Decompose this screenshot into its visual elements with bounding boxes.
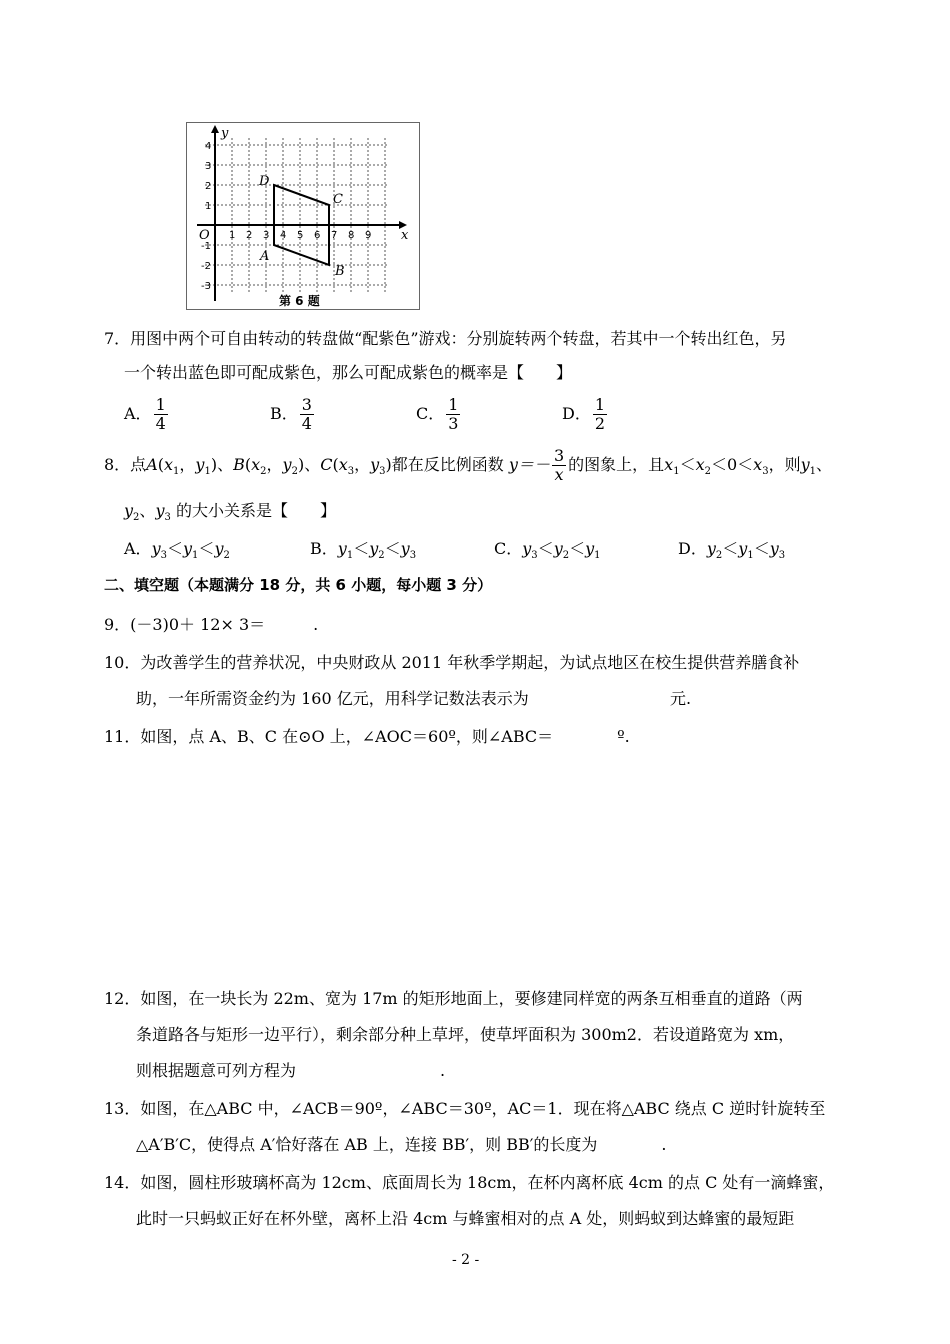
y-tick: 3	[205, 161, 212, 172]
figure-caption: 第 6 题	[279, 294, 320, 308]
x-tick: 3	[263, 230, 270, 241]
q7-option-d: D． $\frac{1}{2}$	[562, 395, 606, 433]
q8-option-b: B．$y_1<y_2<y_3$	[310, 539, 417, 562]
coordinate-grid-figure	[187, 123, 419, 309]
q9: 9．(－3)0＋ 12× 3＝ .	[104, 615, 319, 634]
point-d-label: D	[259, 174, 270, 189]
q14-line1: 14．如图，圆柱形玻璃杯高为 12cm、底面周长为 18cm，在杯内离杯底 4cm 的点 C 处有一滴蜂蜜，	[104, 1173, 835, 1192]
x-tick: 6	[314, 230, 321, 241]
y-tick: 4	[205, 141, 212, 152]
q13-line1: 13．如图，在△ABC 中，∠ACB＝90º，∠ABC＝30º，AC＝1．现在将△ABC 绕点 C 逆时针旋转至	[104, 1099, 826, 1118]
point-c-label: C	[333, 192, 343, 207]
q10-line2-end: 元.	[670, 689, 692, 708]
q11: 11．如图，点 A、B、C 在⊙O 上，∠AOC＝60º，则∠ABC＝ º.	[104, 727, 630, 746]
point-a-label: A	[260, 249, 270, 264]
q7-line1: 7．用图中两个可自由转动的转盘做“配紫色”游戏：分别旋转两个转盘，若其中一个转出红色，另	[104, 329, 787, 348]
q12-line3: 则根据题意可列方程为 .	[136, 1061, 446, 1080]
q12-line2: 条道路各与矩形一边平行），剩余部分种上草坪，使草坪面积为 300m2．若设道路宽为 xm，	[136, 1025, 795, 1044]
y-tick: -2	[201, 261, 211, 272]
y-tick: 2	[205, 181, 212, 192]
q14-line2: 此时一只蚂蚁正好在杯外壁，离杯上沿 4cm 与蜂蜜相对的点 A 处，则蚂蚁到达蜂蜜的最短距	[136, 1209, 795, 1228]
y-tick: -1	[201, 241, 211, 252]
q8-line2: $y_2$、$y_3$ 的大小关系是【 】	[124, 501, 336, 524]
q8-option-d: D．$y_2<y_1<y_3$	[678, 539, 786, 562]
q7-option-b: B． $\frac{3}{4}$	[270, 395, 312, 433]
q7-option-c: C． $\frac{1}{3}$	[416, 395, 459, 433]
q10-line1: 10．为改善学生的营养状况，中央财政从 2011 年秋季学期起，为试点地区在校生提供营养膳食补	[104, 653, 800, 672]
point-b-label: B	[335, 264, 345, 279]
page-number: - 2 -	[452, 1252, 480, 1268]
axis-x-label: x	[401, 228, 409, 243]
section-2-heading: 二、填空题（本题满分 18 分，共 6 小题，每小题 3 分）	[104, 576, 493, 594]
axis-y-label: y	[221, 126, 229, 141]
q13-line2: △A′B′C，使得点 A′恰好落在 AB 上，连接 BB′，则 BB′的长度为 .	[136, 1135, 667, 1154]
q8-option-c: C．$y_3<y_2<y_1$	[494, 539, 601, 562]
q7-option-a: A． $\frac{1}{4}$	[124, 395, 166, 433]
x-tick: 2	[246, 230, 253, 241]
x-tick: 4	[280, 230, 287, 241]
q8-option-a: A．$y_3<y_1<y_2$	[124, 539, 230, 562]
q7-line2: 一个转出蓝色即可配成紫色，那么可配成紫色的概率是【 】	[124, 363, 573, 382]
x-tick: 1	[229, 230, 236, 241]
origin-label: O	[199, 228, 210, 243]
y-tick: 1	[205, 201, 212, 212]
q12-line1: 12．如图，在一块长为 22m、宽为 17m 的矩形地面上，要修建同样宽的两条互相垂直的道路（两	[104, 989, 803, 1008]
figure-6	[186, 122, 420, 310]
x-tick: 8	[348, 230, 355, 241]
y-tick: -3	[201, 281, 211, 292]
q8-line1: 8．点$A(x_1$，$y_1$)、$B(x_2$，$y_2$)、$C(x_3$，$y_3$)都在反比例函数 y＝－ $\frac{3}{x}$ 的图象上，且$x_1<x_2<0<x_3$，则$y_1$、	[104, 446, 833, 484]
x-tick: 9	[365, 230, 372, 241]
q10-line2: 助，一年所需资金约为 160 亿元，用科学记数法表示为	[136, 689, 529, 708]
x-tick: 5	[297, 230, 304, 241]
x-tick: 7	[331, 230, 338, 241]
